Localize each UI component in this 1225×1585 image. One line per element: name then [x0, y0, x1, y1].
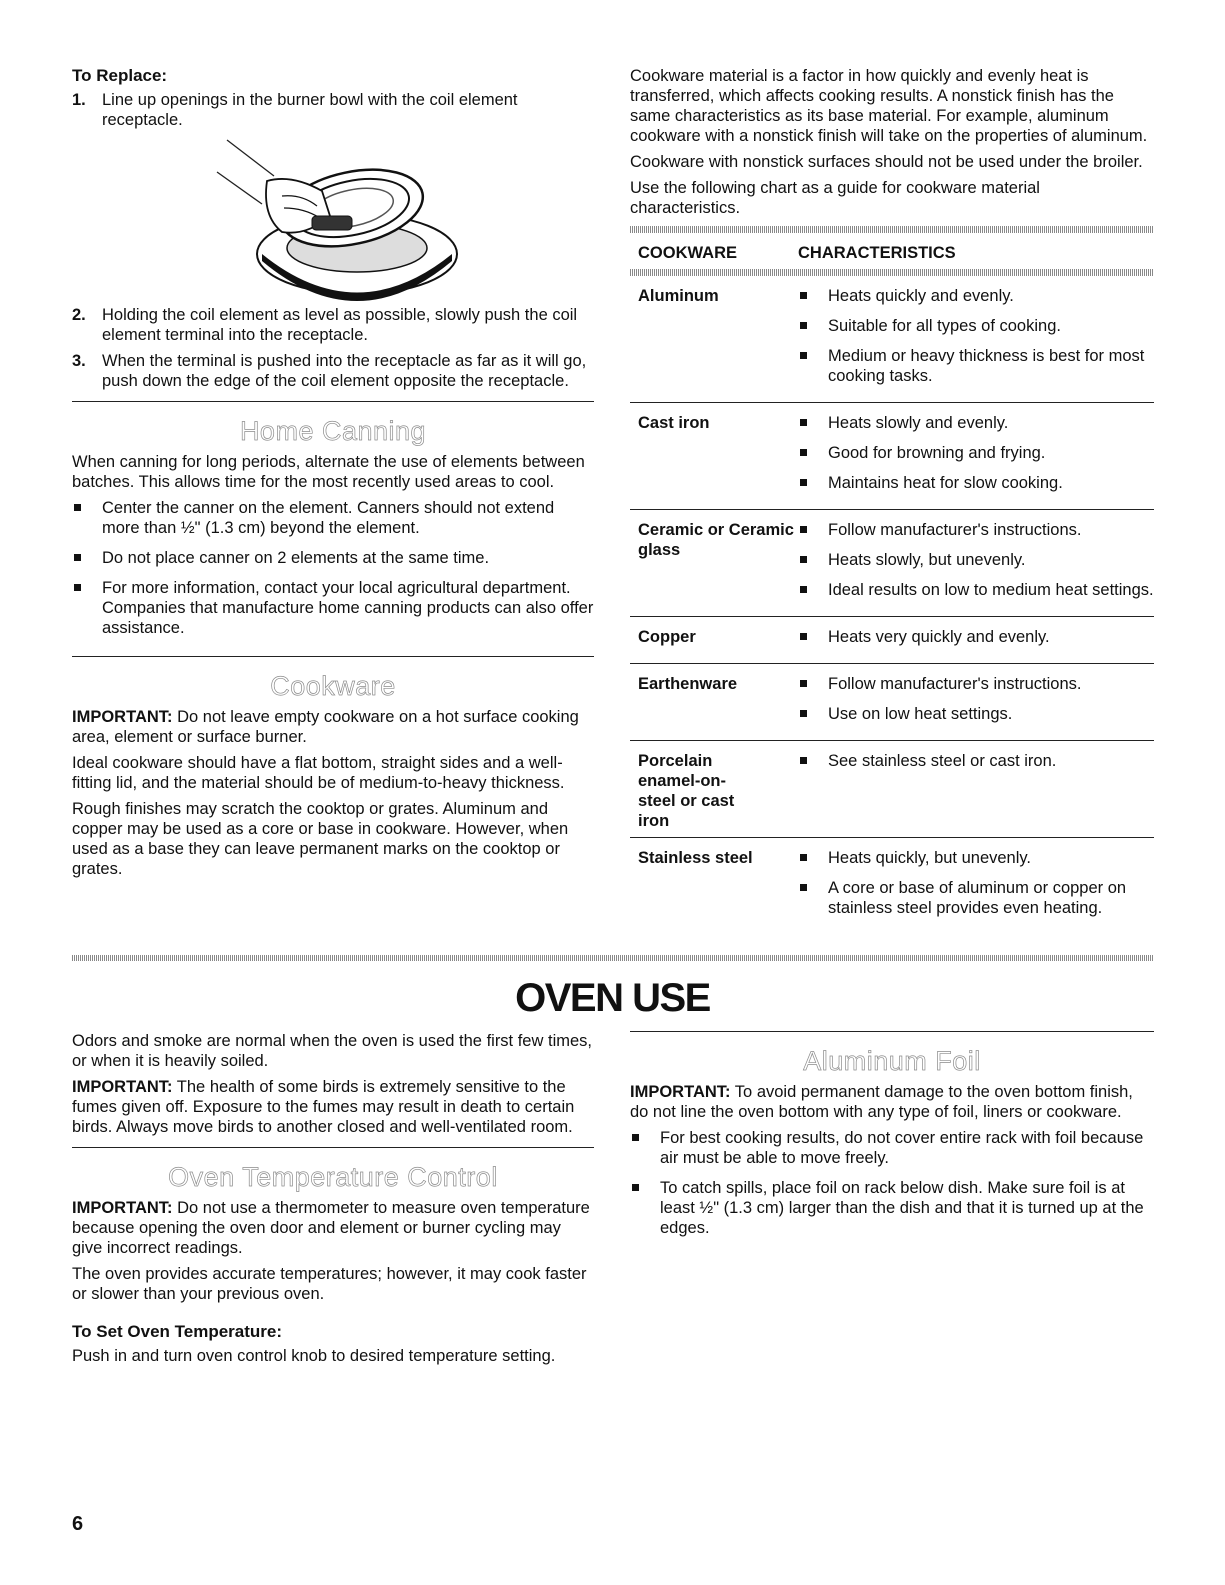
section-divider: [72, 656, 594, 657]
left-bottom-column: [72, 1031, 594, 1372]
set-oven-temp-text: Push in and turn oven control knob to desired temperature setting.: [72, 1347, 556, 1365]
table-header-rule: [630, 269, 1154, 276]
temp-important: IMPORTANT: Do not use a thermometer to measure oven temperature because opening the oven door and element or burner cycling may give incorrect readings.: [72, 1199, 590, 1257]
list-item: Heats quickly and evenly.: [798, 286, 1154, 306]
right-bottom-column: [630, 1031, 1154, 1248]
list-item: Follow manufacturer's instructions.: [798, 520, 1154, 540]
cookware-paragraph-1: Ideal cookware should have a flat bottom, straight sides and a well-fitting lid, and the material should be of medium-to-heavy thickness.: [72, 754, 565, 792]
oven-use-divider: [72, 955, 1154, 961]
list-item: Do not place canner on 2 elements at the same time.: [72, 548, 594, 568]
step-1: 1. Line up openings in the burner bowl with the coil element receptacle.: [72, 91, 518, 129]
list-item: See stainless steel or cast iron.: [798, 751, 1154, 771]
replace-heading: To Replace:: [72, 66, 168, 85]
list-item: A core or base of aluminum or copper on stainless steel provides even heating.: [798, 878, 1154, 918]
table-row: [630, 838, 1154, 934]
cookware-title: Cookware: [270, 671, 396, 701]
list-item: Heats quickly, but unevenly.: [798, 848, 1154, 868]
set-oven-temp-heading: To Set Oven Temperature:: [72, 1322, 283, 1341]
foil-important: IMPORTANT: To avoid permanent damage to the oven bottom finish, do not line the oven bottom with any type of foil, liners or cookware.: [630, 1083, 1133, 1121]
home-canning-bullets: [72, 498, 594, 638]
section-divider: [630, 1031, 1154, 1032]
list-item: Suitable for all types of cooking.: [798, 316, 1154, 336]
list-item: For more information, contact your local agricultural department. Companies that manufacture home canning products can also offer assistance.: [72, 578, 594, 638]
table-row: [630, 617, 1154, 664]
home-canning-title: Home Canning: [239, 416, 427, 446]
table-row: [630, 276, 1154, 403]
list-item: Center the canner on the element. Canners should not extend more than ½" (1.3 cm) beyond the element.: [72, 498, 594, 538]
table-top-rule: [630, 226, 1154, 233]
material-cell: Cast iron: [638, 414, 710, 432]
list-item: Heats slowly and evenly.: [798, 413, 1154, 433]
table-row: [630, 741, 1154, 838]
aluminum-foil-title: Aluminum Foil: [803, 1046, 981, 1076]
list-item: Good for browning and frying.: [798, 443, 1154, 463]
step-3: 3. When the terminal is pushed into the receptacle as far as it will go, push down the edge of the coil element opposite the receptacle.: [72, 352, 587, 390]
material-cell: Stainless steel: [638, 849, 753, 867]
material-cell: Aluminum: [638, 287, 719, 305]
replace-steps-continued: [72, 305, 594, 391]
material-cell: Copper: [638, 628, 696, 646]
material-cell: Earthenware: [638, 675, 738, 693]
list-item: Follow manufacturer's instructions.: [798, 674, 1154, 694]
cookware-table: [630, 226, 1154, 934]
cookware-material-paragraph: Cookware material is a factor in how quickly and evenly heat is transferred, which affects cooking results. A nonstick finish has the same characteristics as its base material. For example, aluminum cookware with a nonstick finish will take on the properties of aluminum.: [630, 67, 1148, 145]
list-item: Maintains heat for slow cooking.: [798, 473, 1154, 493]
odors-paragraph: Odors and smoke are normal when the oven is used the first few times, or when it is heavily soiled.: [72, 1032, 592, 1070]
burner-bowl-illustration: [72, 136, 594, 301]
table-header: [630, 233, 1154, 269]
list-item: Ideal results on low to medium heat settings.: [798, 580, 1154, 600]
header-characteristics: CHARACTERISTICS: [798, 244, 956, 262]
section-divider: [72, 1147, 594, 1148]
material-cell: Porcelain enamel-on-steel or cast iron: [638, 752, 735, 830]
table-row: [630, 510, 1154, 617]
cookware-paragraph-2: Rough finishes may scratch the cooktop or grates. Aluminum and copper may be used as a core or base in cookware. However, when used as a base they can leave permanent marks on the cooktop or grates.: [72, 800, 569, 878]
material-cell: Ceramic or Ceramic glass: [638, 521, 794, 559]
list-item: To catch spills, place foil on rack below dish. Make sure foil is at least ½" (1.3 cm) larger than the dish and that it is turned up at the edges.: [630, 1178, 1154, 1238]
right-top-column: [630, 66, 1154, 934]
table-row: [630, 403, 1154, 510]
header-cookware: COOKWARE: [638, 244, 737, 262]
left-top-column: [72, 66, 594, 885]
list-item: Heats very quickly and evenly.: [798, 627, 1154, 647]
page-number: 6: [72, 1513, 84, 1535]
chart-guide-paragraph: Use the following chart as a guide for cookware material characteristics.: [630, 179, 1040, 217]
list-item: Medium or heavy thickness is best for most cooking tasks.: [798, 346, 1154, 386]
nonstick-paragraph: Cookware with nonstick surfaces should not be used under the broiler.: [630, 153, 1143, 171]
list-item: For best cooking results, do not cover entire rack with foil because air must be able to move freely.: [630, 1128, 1154, 1168]
list-item: Heats slowly, but unevenly.: [798, 550, 1154, 570]
foil-bullets: [630, 1128, 1154, 1238]
replace-steps: [72, 90, 594, 130]
list-item: Use on low heat settings.: [798, 704, 1154, 724]
oven-temp-control-title: Oven Temperature Control: [168, 1162, 498, 1192]
birds-important: IMPORTANT: The health of some birds is extremely sensitive to the fumes given off. Exposure to the fumes may result in death to certain birds. Always move birds to another closed and well-ventilated room.: [72, 1078, 575, 1136]
section-divider: [72, 401, 594, 402]
cookware-important: IMPORTANT: Do not leave empty cookware on a hot surface cooking area, element or surface burner.: [72, 708, 579, 746]
step-2: 2. Holding the coil element as level as possible, slowly push the coil element terminal into the receptacle.: [72, 306, 578, 344]
home-canning-intro: When canning for long periods, alternate the use of elements between batches. This allows time for the most recently used areas to cool.: [72, 453, 585, 491]
oven-use-title: OVEN USE: [515, 976, 710, 1020]
hand-coil-element-illustration: [212, 136, 472, 301]
temp-paragraph: The oven provides accurate temperatures; however, it may cook faster or slower than your previous oven.: [72, 1265, 587, 1303]
table-row: [630, 664, 1154, 741]
